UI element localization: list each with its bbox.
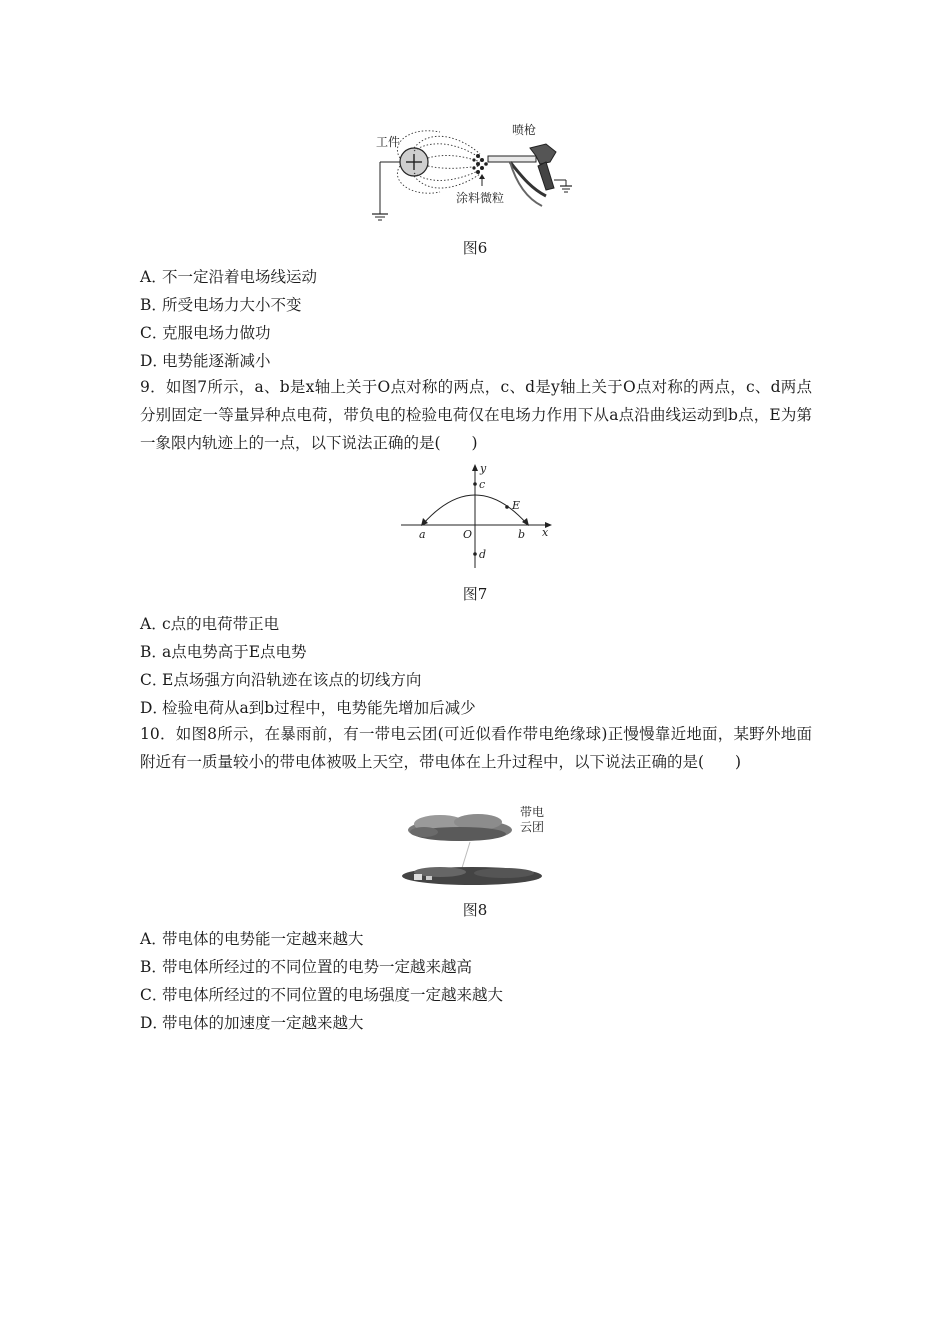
option-text: 不一定沿着电场线运动 — [162, 268, 318, 286]
label-O: O — [463, 528, 473, 541]
option-text: 检验电荷从a到b过程中，电势能先增加后减少 — [162, 699, 476, 717]
option-text: 克服电场力做功 — [162, 324, 271, 342]
q9-option-d — [140, 696, 476, 718]
q9-option-c — [140, 668, 421, 690]
label-paint-particles: 涂料微粒 — [456, 191, 505, 205]
q10-option-b — [140, 955, 472, 977]
q9-option-a — [140, 612, 279, 634]
option-text: 所受电场力大小不变 — [162, 296, 302, 314]
option-letter: D． — [140, 1014, 168, 1032]
q9-stem: 9．如图7所示，a、b是x轴上关于O点对称的两点，c、d是y轴上关于O点对称的两点，c、d两点分别固定一等量异种点电荷，带负电的检验电荷仅在电场力作用下从a点沿曲线运动到b点，E为第一象限内轨迹上的一点，以下说法正确的是( ) — [140, 378, 812, 452]
option-text: E点场强方向沿轨迹在该点的切线方向 — [162, 671, 422, 689]
option-letter: B． — [140, 296, 167, 314]
option-text: 带电体所经过的不同位置的电势一定越来越高 — [162, 958, 473, 976]
option-text: 带电体的加速度一定越来越大 — [162, 1014, 364, 1032]
q10-option-c — [140, 983, 503, 1005]
figure-6-spray-gun-diagram — [370, 118, 580, 230]
figure-8-caption: 图8 — [462, 901, 488, 919]
point-E — [505, 505, 509, 509]
q8-option-d — [140, 349, 271, 371]
option-text: c点的电荷带正电 — [162, 615, 280, 633]
option-letter: C． — [140, 324, 168, 342]
label-E: E — [512, 499, 521, 512]
q10-option-d — [140, 1011, 364, 1033]
q10-option-a — [140, 927, 364, 949]
axis-label-y: y — [480, 462, 487, 475]
label-charged-cloud-line2: 云团 — [520, 820, 545, 834]
option-letter: D． — [140, 352, 168, 370]
option-letter: A． — [140, 615, 167, 633]
option-text: 带电体的电势能一定越来越大 — [162, 930, 364, 948]
q8-option-a — [140, 265, 317, 287]
option-text: a点电势高于E点电势 — [162, 643, 307, 661]
q8-option-b — [140, 293, 302, 315]
figure-7-caption: 图7 — [462, 585, 488, 603]
label-b: b — [518, 528, 526, 541]
figure-7-field-diagram — [395, 460, 565, 572]
axis-label-x: x — [542, 526, 549, 539]
option-text: 带电体所经过的不同位置的电场强度一定越来越大 — [162, 986, 504, 1004]
charged-cloud-icon — [408, 814, 512, 841]
option-letter: B． — [140, 958, 167, 976]
label-spray-gun: 喷枪 — [512, 123, 537, 137]
option-letter: A． — [140, 268, 167, 286]
q10-stem: 10．如图8所示，在暴雨前，有一带电云团(可近似看作带电绝缘球)正慢慢靠近地面，某野外地面附近有一质量较小的带电体被吸上天空，带电体在上升过程中，以下说法正确的是( ) — [140, 725, 812, 771]
option-letter: C． — [140, 986, 168, 1004]
q8-option-c — [140, 321, 271, 343]
option-text: 电势能逐渐减小 — [162, 352, 271, 370]
q9-option-b — [140, 640, 307, 662]
figure-8-cloud-image — [400, 802, 548, 890]
ground-terrain — [402, 867, 542, 885]
label-c: c — [479, 478, 486, 491]
option-letter: B． — [140, 643, 167, 661]
figure-6-caption: 图6 — [462, 239, 488, 257]
label-a: a — [419, 528, 426, 541]
label-d: d — [479, 548, 487, 561]
label-charged-cloud-line1: 带电 — [520, 805, 545, 819]
option-letter: C． — [140, 671, 168, 689]
option-letter: A． — [140, 930, 167, 948]
point-c — [473, 482, 477, 486]
label-workpiece: 工件 — [376, 135, 401, 149]
option-letter: D． — [140, 699, 168, 717]
point-d — [473, 552, 477, 556]
